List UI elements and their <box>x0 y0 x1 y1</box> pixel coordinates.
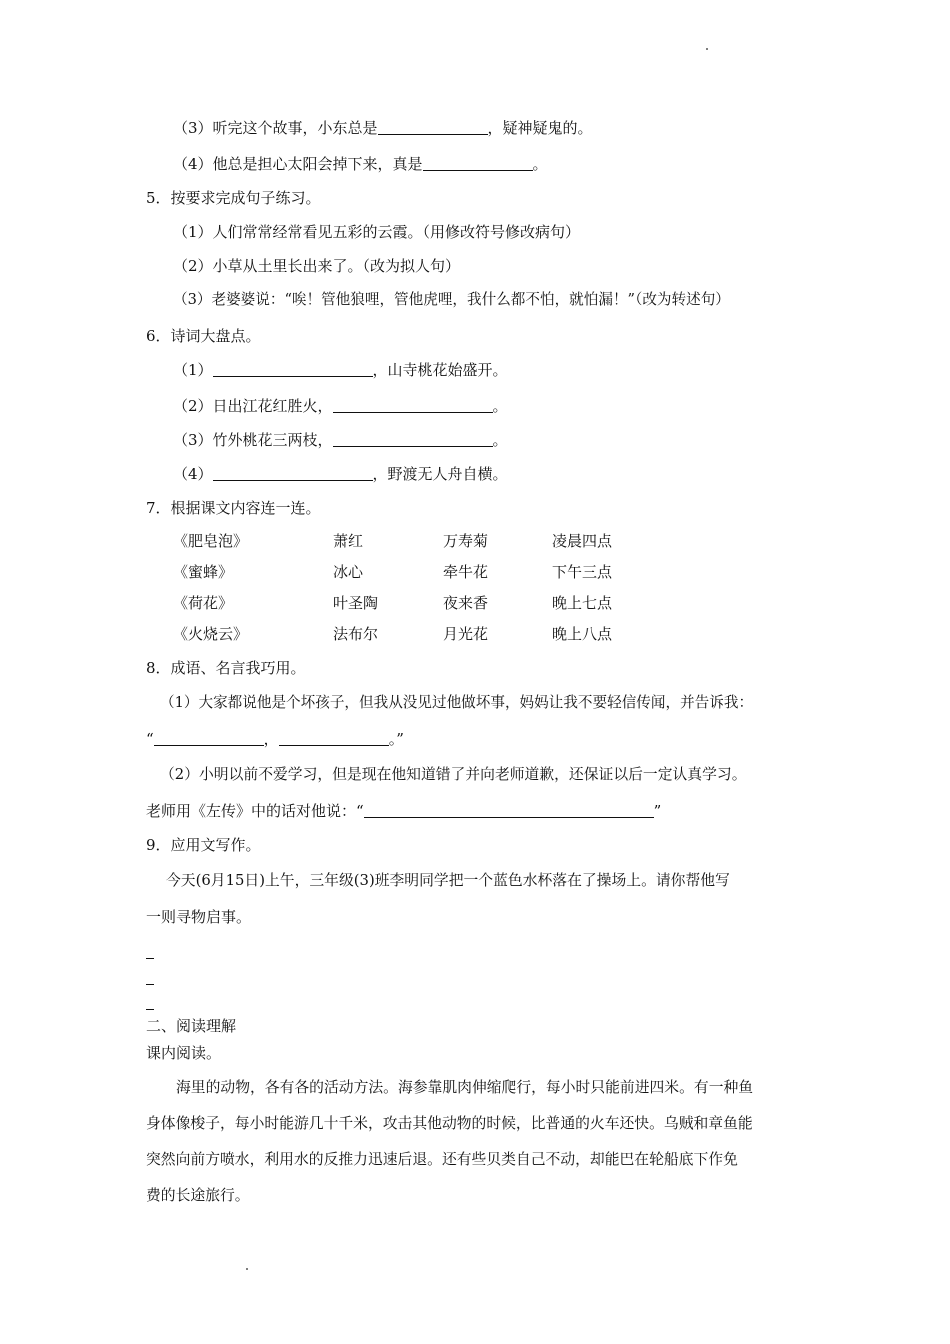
answer-blank[interactable] <box>423 155 533 171</box>
q5-item-2: （2）小草从土里长出来了。（改为拟人句） <box>173 257 461 275</box>
match-cell[interactable]: 萧红 <box>333 532 364 550</box>
answer-blank[interactable] <box>333 431 493 447</box>
q5-title: 5．按要求完成句子练习。 <box>146 189 321 207</box>
match-cell[interactable]: 《荷花》 <box>173 594 234 612</box>
match-cell[interactable]: 下午三点 <box>552 563 613 581</box>
passage-line: 海里的动物，各有各的活动方法。海参靠肌肉伸缩爬行，每小时只能前进四米。有一种鱼 <box>176 1079 754 1096</box>
match-cell[interactable]: 晚上八点 <box>552 625 613 643</box>
answer-blank[interactable] <box>378 119 488 135</box>
answer-blank[interactable] <box>279 730 389 746</box>
match-cell[interactable]: 《肥皂泡》 <box>173 532 249 550</box>
answer-blank[interactable] <box>213 361 373 377</box>
q4-item-3: （3）听完这个故事，小东总是 ，疑神疑鬼的。 <box>173 119 593 137</box>
answer-blank[interactable] <box>364 802 654 818</box>
writing-line[interactable] <box>146 1009 154 1010</box>
q6-title: 6．诗词大盘点。 <box>146 327 261 345</box>
match-cell[interactable]: 叶圣陶 <box>333 594 379 612</box>
match-cell[interactable]: 夜来香 <box>443 594 489 612</box>
q9-text-line-1: 今天(6月15日)上午，三年级(3)班李明同学把一个蓝色水杯落在了操场上。请你帮他写 <box>166 872 730 889</box>
q8-item-1-answer: “ ， 。” <box>146 730 404 748</box>
match-cell[interactable]: 牵牛花 <box>443 563 489 581</box>
q6-item-1: （1） ，山寺桃花始盛开。 <box>173 361 508 379</box>
q9-text-line-2: 一则寻物启事。 <box>146 908 252 926</box>
q6-item-3: （3）竹外桃花三两枝， 。 <box>173 431 508 449</box>
passage-line: 费的长途旅行。 <box>146 1187 250 1204</box>
match-cell[interactable]: 《火烧云》 <box>173 625 249 643</box>
page-mark-dot <box>246 1268 248 1270</box>
match-cell[interactable]: 法布尔 <box>333 625 379 643</box>
match-cell[interactable]: 晚上七点 <box>552 594 613 612</box>
answer-blank[interactable] <box>333 397 493 413</box>
q8-title: 8．成语、名言我巧用。 <box>146 659 306 677</box>
answer-blank[interactable] <box>213 465 373 481</box>
match-cell[interactable]: 万寿菊 <box>443 532 489 550</box>
match-cell[interactable]: 月光花 <box>443 625 489 643</box>
passage-line: 突然向前方喷水，利用水的反推力迅速后退。还有些贝类自己不动，却能巴在轮船底下作免 <box>146 1151 738 1168</box>
match-cell[interactable]: 冰心 <box>333 563 364 581</box>
q4-item-4: （4）他总是担心太阳会掉下来，真是 。 <box>173 155 548 173</box>
q8-item-2-answer: 老师用《左传》中的话对他说：“ ” <box>146 802 662 820</box>
q8-item-1: （1）大家都说他是个坏孩子，但我从没见过他做坏事，妈妈让我不要轻信传闻，并告诉我： <box>160 694 754 711</box>
q7-title: 7．根据课文内容连一连。 <box>146 499 321 517</box>
q5-item-1: （1）人们常常经常看见五彩的云霞。（用修改符号修改病句） <box>173 223 581 241</box>
match-cell[interactable]: 凌晨四点 <box>552 532 613 550</box>
answer-blank[interactable] <box>154 730 264 746</box>
writing-line[interactable] <box>146 958 154 959</box>
passage-line: 身体像梭子，每小时能游几十千米，攻击其他动物的时候，比普通的火车还快。乌贼和章鱼能 <box>146 1115 753 1132</box>
match-cell[interactable]: 《蜜蜂》 <box>173 563 234 581</box>
q8-item-2: （2）小明以前不爱学习，但是现在他知道错了并向老师道歉，还保证以后一定认真学习。 <box>160 766 747 783</box>
q6-item-4: （4） ，野渡无人舟自横。 <box>173 465 508 483</box>
q9-title: 9．应用文写作。 <box>146 836 261 854</box>
section-subtitle: 课内阅读。 <box>146 1044 222 1062</box>
section-title: 二、阅读理解 <box>146 1017 237 1035</box>
q6-item-2: （2）日出江花红胜火， 。 <box>173 397 508 415</box>
writing-line[interactable] <box>146 984 154 985</box>
page-mark-dot <box>706 48 708 50</box>
q5-item-3: （3）老婆婆说：“唉！管他狼哩，管他虎哩，我什么都不怕，就怕漏！”（改为转述句） <box>173 291 730 308</box>
